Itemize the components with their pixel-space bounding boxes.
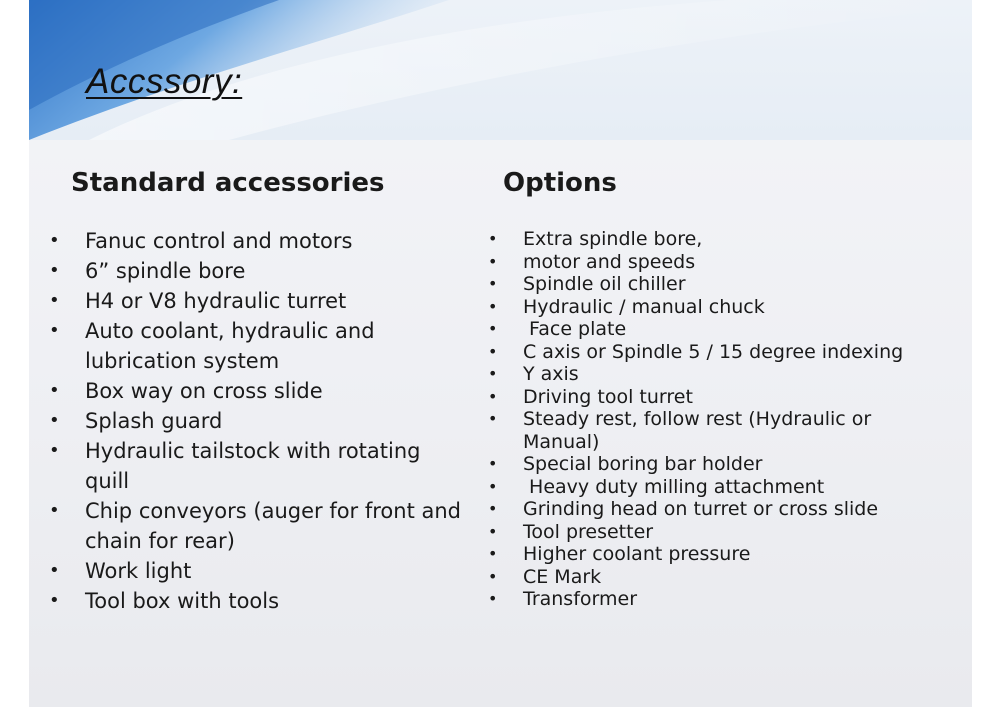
list-item-text: Spindle oil chiller bbox=[523, 273, 686, 295]
list-item-text: 6” spindle bore bbox=[85, 259, 246, 283]
list-item-text: Heavy duty milling attachment bbox=[523, 475, 825, 498]
bullet-icon: • bbox=[49, 320, 60, 341]
list-item bbox=[488, 251, 918, 274]
bullet-icon: • bbox=[49, 260, 60, 281]
bullet-icon: • bbox=[488, 386, 498, 406]
bullet-icon: • bbox=[488, 476, 498, 496]
bullet-icon: • bbox=[488, 454, 498, 473]
list-item-text: Y axis bbox=[523, 363, 579, 385]
list-item bbox=[488, 588, 918, 611]
list-item-text: Work light bbox=[85, 559, 192, 583]
bullet-icon: • bbox=[488, 499, 498, 518]
list-item bbox=[488, 273, 918, 296]
list-item-text: Face plate bbox=[523, 318, 627, 340]
list-item bbox=[488, 318, 918, 341]
list-item bbox=[488, 543, 918, 566]
list-item bbox=[49, 286, 469, 316]
list-item bbox=[49, 256, 469, 286]
list-item bbox=[488, 476, 918, 499]
bullet-icon: • bbox=[488, 251, 498, 271]
list-item bbox=[49, 406, 469, 436]
slide bbox=[29, 0, 972, 707]
list-item bbox=[488, 386, 918, 409]
list-item bbox=[49, 376, 469, 406]
list-item bbox=[488, 408, 918, 453]
bullet-icon: • bbox=[49, 290, 60, 311]
list-item-text: C axis or Spindle 5 / 15 degree indexing bbox=[523, 340, 904, 363]
bullet-icon: • bbox=[49, 410, 60, 431]
list-item bbox=[488, 363, 918, 386]
list-item bbox=[49, 436, 469, 496]
list-item-text: Hydraulic tailstock with rotating quill bbox=[85, 439, 428, 493]
list-item-text: Steady rest, follow rest (Hydraulic or Manual) bbox=[523, 408, 878, 453]
list-item-text: CE Mark bbox=[523, 565, 602, 588]
bullet-icon: • bbox=[49, 590, 60, 611]
page-title: Accssory: bbox=[86, 62, 243, 101]
list-item-text: Higher coolant pressure bbox=[523, 543, 751, 565]
bullet-icon: • bbox=[49, 500, 60, 521]
bullet-icon: • bbox=[488, 364, 498, 383]
bullet-icon: • bbox=[488, 229, 498, 248]
bullet-icon: • bbox=[488, 296, 498, 316]
list-item bbox=[49, 316, 469, 376]
standard-accessories-list bbox=[49, 226, 469, 616]
list-item-text: Driving tool turret bbox=[523, 385, 693, 408]
list-item-text: H4 or V8 hydraulic turret bbox=[85, 289, 347, 313]
bullet-icon: • bbox=[49, 230, 60, 251]
bullet-icon: • bbox=[488, 589, 498, 608]
bullet-icon: • bbox=[488, 521, 498, 541]
list-item-text: Hydraulic / manual chuck bbox=[523, 295, 765, 318]
standard-accessories-heading: Standard accessories bbox=[71, 168, 385, 198]
list-item-text: Tool box with tools bbox=[85, 589, 280, 613]
bullet-icon: • bbox=[49, 380, 60, 401]
list-item bbox=[49, 586, 469, 616]
options-heading: Options bbox=[503, 168, 617, 198]
list-item-text: Fanuc control and motors bbox=[85, 229, 353, 253]
bullet-icon: • bbox=[488, 409, 498, 428]
list-item-text: Splash guard bbox=[85, 409, 223, 433]
list-item bbox=[488, 296, 918, 319]
list-item-text: Grinding head on turret or cross slide bbox=[523, 498, 879, 520]
list-item bbox=[488, 228, 918, 251]
list-item-text: Box way on cross slide bbox=[85, 379, 323, 403]
bullet-icon: • bbox=[488, 341, 498, 361]
list-item-text: Chip conveyors (auger for front and chain for rear) bbox=[85, 499, 468, 553]
list-item bbox=[488, 453, 918, 476]
list-item bbox=[488, 566, 918, 589]
bullet-icon: • bbox=[488, 319, 498, 338]
list-item bbox=[49, 556, 469, 586]
bullet-icon: • bbox=[488, 274, 498, 293]
list-item bbox=[49, 226, 469, 256]
bullet-icon: • bbox=[488, 566, 498, 586]
list-item bbox=[49, 496, 469, 556]
bullet-icon: • bbox=[49, 560, 60, 581]
list-item-text: Extra spindle bore, bbox=[523, 228, 703, 250]
list-item-text: motor and speeds bbox=[523, 250, 696, 273]
list-item-text: Transformer bbox=[523, 588, 638, 610]
list-item bbox=[488, 521, 918, 544]
list-item-text: Auto coolant, hydraulic and lubrication system bbox=[85, 319, 382, 373]
bullet-icon: • bbox=[49, 440, 60, 461]
options-list bbox=[488, 228, 918, 611]
bullet-icon: • bbox=[488, 544, 498, 563]
list-item-text: Special boring bar holder bbox=[523, 453, 763, 475]
list-item bbox=[488, 498, 918, 521]
list-item bbox=[488, 341, 918, 364]
list-item-text: Tool presetter bbox=[523, 520, 654, 543]
